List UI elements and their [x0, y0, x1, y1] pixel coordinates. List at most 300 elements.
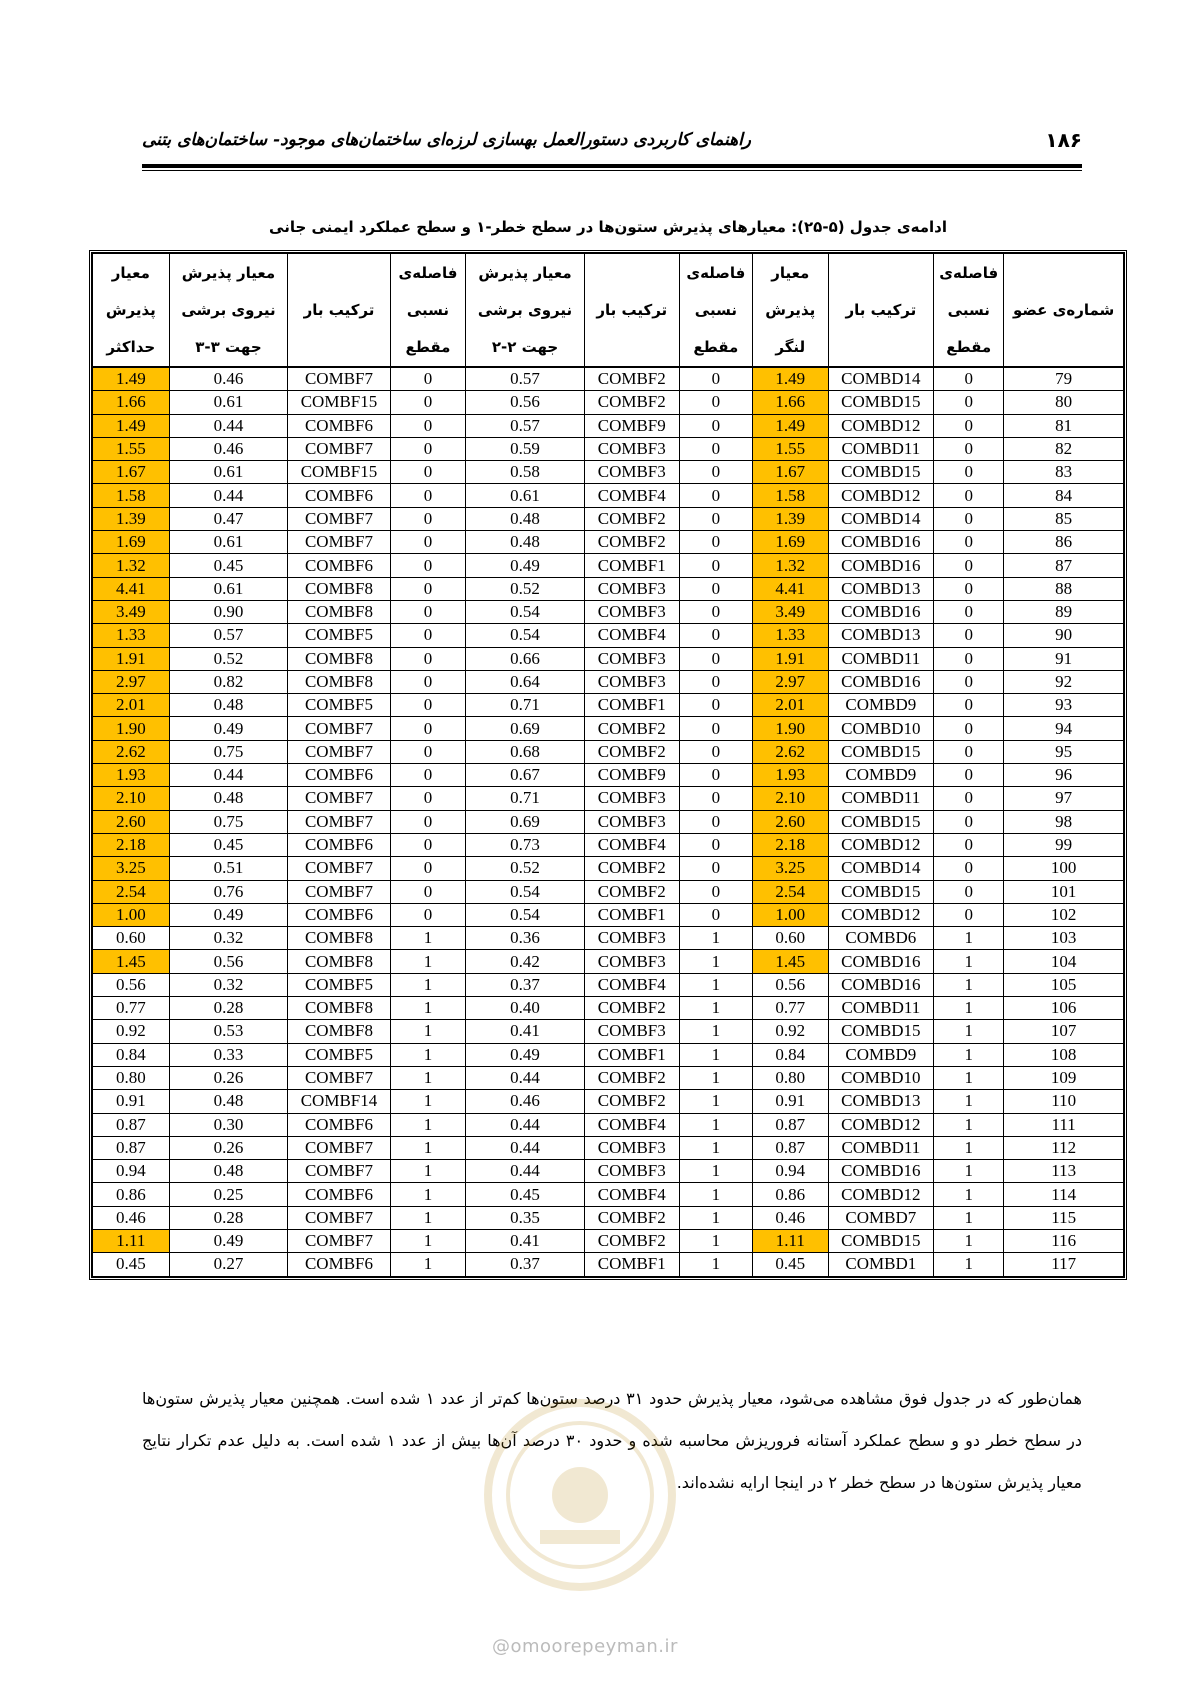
table-cell: 105 [1004, 973, 1124, 996]
table-cell: COMBD14 [828, 507, 934, 530]
table-row [93, 1253, 1124, 1276]
table-cell: 0 [390, 647, 465, 670]
table-cell: 1 [934, 1090, 1004, 1113]
table-cell: 0.45 [169, 554, 288, 577]
table-cell: 0 [934, 367, 1004, 391]
table-cell: 0 [934, 880, 1004, 903]
table-cell: COMBF7 [288, 1136, 390, 1159]
table-cell: COMBF3 [584, 461, 679, 484]
table-cell: 2.10 [753, 787, 828, 810]
table-cell: 1 [390, 1043, 465, 1066]
table-cell: 79 [1004, 367, 1124, 391]
table-cell: COMBD9 [828, 694, 934, 717]
table-cell: COMBF6 [288, 414, 390, 437]
table-cell: 0.61 [169, 531, 288, 554]
table-cell: 2.97 [93, 670, 170, 693]
table-cell: COMBF5 [288, 624, 390, 647]
table-cell: COMBD13 [828, 1090, 934, 1113]
table-cell: 1 [679, 1066, 752, 1089]
table-cell: COMBF2 [584, 367, 679, 391]
table-cell: 1.90 [753, 717, 828, 740]
table-cell: COMBF6 [288, 1253, 390, 1276]
table-cell: 2.01 [93, 694, 170, 717]
table-cell: COMBD10 [828, 717, 934, 740]
table-cell: COMBF1 [584, 1253, 679, 1276]
table-cell: 4.41 [753, 577, 828, 600]
table-cell: 1 [934, 1043, 1004, 1066]
table-cell: COMBF8 [288, 670, 390, 693]
table-cell: 90 [1004, 624, 1124, 647]
table-cell: 102 [1004, 903, 1124, 926]
table-cell: COMBD7 [828, 1206, 934, 1229]
table-row [93, 740, 1124, 763]
table-cell: 1.55 [753, 437, 828, 460]
table-cell: 0 [390, 717, 465, 740]
table-cell: 0 [934, 670, 1004, 693]
table-cell: COMBF14 [288, 1090, 390, 1113]
table-cell: 1 [934, 973, 1004, 996]
table-body [93, 367, 1124, 1276]
table-cell: 1.67 [93, 461, 170, 484]
table-cell: COMBD15 [828, 1229, 934, 1252]
table-row [93, 1136, 1124, 1159]
table-cell: COMBF8 [288, 927, 390, 950]
table-cell: 0 [934, 717, 1004, 740]
table-cell: COMBD15 [828, 391, 934, 414]
table-cell: 0 [934, 554, 1004, 577]
table-row [93, 647, 1124, 670]
table-row [93, 694, 1124, 717]
table-cell: 2.10 [93, 787, 170, 810]
table-cell: 1 [934, 1206, 1004, 1229]
table-cell: 0.56 [169, 950, 288, 973]
table-cell: 1 [390, 1183, 465, 1206]
table-cell: 1 [679, 1113, 752, 1136]
table-cell: 1 [679, 1020, 752, 1043]
table-cell: COMBF2 [584, 717, 679, 740]
table-cell: 98 [1004, 810, 1124, 833]
table-cell: 0.48 [169, 787, 288, 810]
table-cell: 1.33 [753, 624, 828, 647]
table-cell: COMBF8 [288, 647, 390, 670]
table-cell: 0.44 [466, 1136, 585, 1159]
table-cell: 0.49 [169, 1229, 288, 1252]
table-cell: 0 [679, 531, 752, 554]
table-cell: COMBF2 [584, 531, 679, 554]
table-cell: COMBF3 [584, 647, 679, 670]
table-cell: 93 [1004, 694, 1124, 717]
table-cell: COMBF6 [288, 833, 390, 856]
table-cell: 114 [1004, 1183, 1124, 1206]
table-cell: COMBD16 [828, 950, 934, 973]
table-cell: 2.54 [93, 880, 170, 903]
table-cell: COMBF3 [584, 927, 679, 950]
table-cell: 1.49 [753, 414, 828, 437]
table-cell: 0 [390, 764, 465, 787]
table-cell: 0 [934, 833, 1004, 856]
table-cell: 84 [1004, 484, 1124, 507]
table-row [93, 950, 1124, 973]
table-cell: 1.93 [753, 764, 828, 787]
table-cell: 1.32 [753, 554, 828, 577]
table-cell: 83 [1004, 461, 1124, 484]
table-cell: 0.52 [466, 857, 585, 880]
table-cell: 0 [679, 647, 752, 670]
table-caption: ادامه‌ی جدول (۵-۲۵): معیارهای پذیرش ستون‌ها در سطح خطر-۱ و سطح عملکرد ایمنی جانی [269, 218, 947, 236]
table-cell: 1.66 [93, 391, 170, 414]
table-cell: 0.46 [169, 367, 288, 391]
table-cell: 0.45 [169, 833, 288, 856]
table-cell: 0.61 [169, 391, 288, 414]
table-cell: 0 [679, 857, 752, 880]
table-cell: 117 [1004, 1253, 1124, 1276]
table-cell: COMBF7 [288, 437, 390, 460]
table-cell: 0.25 [169, 1183, 288, 1206]
table-cell: 3.49 [93, 600, 170, 623]
table-cell: 0.32 [169, 973, 288, 996]
table-cell: 0.53 [169, 1020, 288, 1043]
table-cell: 0 [934, 740, 1004, 763]
table-cell: 0.56 [93, 973, 170, 996]
table-cell: COMBD10 [828, 1066, 934, 1089]
table-cell: 0 [390, 624, 465, 647]
table-cell: 0 [934, 391, 1004, 414]
table-cell: 88 [1004, 577, 1124, 600]
table-cell: 2.18 [93, 833, 170, 856]
table-row [93, 1206, 1124, 1229]
table-cell: 0.41 [466, 1020, 585, 1043]
table-cell: 2.62 [753, 740, 828, 763]
table-cell: 0 [934, 531, 1004, 554]
table-cell: COMBD12 [828, 414, 934, 437]
table-cell: 0.91 [93, 1090, 170, 1113]
table-cell: 0.90 [169, 600, 288, 623]
table-cell: 1 [390, 973, 465, 996]
table-cell: 0.42 [466, 950, 585, 973]
table-cell: COMBF4 [584, 624, 679, 647]
table-cell: 1 [934, 1066, 1004, 1089]
table-cell: 0.84 [753, 1043, 828, 1066]
table-cell: 0.48 [466, 507, 585, 530]
table-cell: 0.51 [169, 857, 288, 880]
table-cell: COMBD13 [828, 624, 934, 647]
header-rule [142, 164, 1082, 168]
table-cell: 0.77 [753, 997, 828, 1020]
table-cell: 0.57 [169, 624, 288, 647]
table-cell: 0.94 [753, 1160, 828, 1183]
table-cell: 1.67 [753, 461, 828, 484]
table-cell: 0 [679, 414, 752, 437]
table-cell: 95 [1004, 740, 1124, 763]
table-cell: 0.61 [169, 461, 288, 484]
table-cell: 0 [934, 507, 1004, 530]
table-cell: COMBD15 [828, 461, 934, 484]
table-cell: COMBF8 [288, 600, 390, 623]
table-cell: 1 [934, 1020, 1004, 1043]
table-cell: COMBF1 [584, 694, 679, 717]
table-cell: 0.26 [169, 1136, 288, 1159]
table-cell: COMBD9 [828, 1043, 934, 1066]
table-cell: COMBF4 [584, 484, 679, 507]
table-cell: 0.28 [169, 997, 288, 1020]
table-cell: 0 [934, 764, 1004, 787]
table-row [93, 787, 1124, 810]
table-row [93, 391, 1124, 414]
table-cell: COMBF2 [584, 507, 679, 530]
table-cell: COMBF8 [288, 1020, 390, 1043]
table-cell: 110 [1004, 1090, 1124, 1113]
table-cell: 0 [390, 484, 465, 507]
table-cell: 0.71 [466, 694, 585, 717]
table-cell: COMBF5 [288, 973, 390, 996]
table-cell: COMBD11 [828, 647, 934, 670]
table-cell: 0.46 [753, 1206, 828, 1229]
table-cell: COMBF2 [584, 391, 679, 414]
table-cell: 92 [1004, 670, 1124, 693]
table-cell: COMBF6 [288, 903, 390, 926]
table-cell: 0.60 [93, 927, 170, 950]
table-cell: 1.00 [93, 903, 170, 926]
table-cell: 1.49 [93, 414, 170, 437]
table-cell: 1 [679, 1183, 752, 1206]
table-cell: COMBF9 [584, 414, 679, 437]
table-row [93, 670, 1124, 693]
table-cell: COMBF8 [288, 577, 390, 600]
table-cell: COMBD16 [828, 554, 934, 577]
table-cell: 1.91 [93, 647, 170, 670]
table-cell: 0.66 [466, 647, 585, 670]
table-cell: 0 [390, 437, 465, 460]
table-cell: 116 [1004, 1229, 1124, 1252]
table-cell: 0 [679, 694, 752, 717]
table-cell: COMBD16 [828, 531, 934, 554]
table-cell: 1 [390, 950, 465, 973]
table-cell: COMBF7 [288, 880, 390, 903]
table-cell: 0.46 [466, 1090, 585, 1113]
table-cell: COMBF2 [584, 1066, 679, 1089]
table-cell: COMBF7 [288, 531, 390, 554]
table-cell: 0.69 [466, 717, 585, 740]
table-cell: 0 [679, 880, 752, 903]
table-cell: 89 [1004, 600, 1124, 623]
table-cell: COMBF7 [288, 787, 390, 810]
table-cell: 1 [679, 1229, 752, 1252]
table-cell: 106 [1004, 997, 1124, 1020]
table-cell: 115 [1004, 1206, 1124, 1229]
table-cell: 1.93 [93, 764, 170, 787]
table-cell: 4.41 [93, 577, 170, 600]
table-cell: 1 [679, 997, 752, 1020]
table-cell: COMBD15 [828, 740, 934, 763]
table-cell: 1 [679, 950, 752, 973]
table-cell: 0.49 [169, 903, 288, 926]
table-cell: 0.41 [466, 1229, 585, 1252]
table-cell: COMBD11 [828, 997, 934, 1020]
table-cell: 1.39 [93, 507, 170, 530]
table-cell: COMBD9 [828, 764, 934, 787]
table-cell: 0 [934, 414, 1004, 437]
table-cell: 1.00 [753, 903, 828, 926]
table-cell: 0.91 [753, 1090, 828, 1113]
table-cell: 0 [679, 391, 752, 414]
column-header: معیار پذیرش حداکثر [93, 254, 170, 368]
table-cell: 1.49 [93, 367, 170, 391]
table-cell: COMBF4 [584, 1183, 679, 1206]
table-cell: COMBD13 [828, 577, 934, 600]
table-cell: 0.48 [466, 531, 585, 554]
table-cell: 0 [679, 600, 752, 623]
table-cell: 99 [1004, 833, 1124, 856]
table-cell: 0.52 [169, 647, 288, 670]
table-cell: 0 [390, 461, 465, 484]
table-cell: 81 [1004, 414, 1124, 437]
table-cell: COMBF2 [584, 880, 679, 903]
table-cell: 0 [679, 833, 752, 856]
table-cell: 0.28 [169, 1206, 288, 1229]
table-row [93, 484, 1124, 507]
table-row [93, 554, 1124, 577]
table-row [93, 810, 1124, 833]
table-cell: 1 [390, 1113, 465, 1136]
table-row [93, 927, 1124, 950]
table-row [93, 1090, 1124, 1113]
table-cell: 94 [1004, 717, 1124, 740]
table-cell: 1 [934, 1229, 1004, 1252]
table-cell: 0 [934, 624, 1004, 647]
seal-logo-icon [480, 1395, 680, 1595]
table-cell: 0.80 [753, 1066, 828, 1089]
column-header: معیار پذیرش لنگر [753, 254, 828, 368]
table-cell: 1 [679, 927, 752, 950]
table-cell: 1 [390, 1253, 465, 1276]
table-cell: 0.37 [466, 1253, 585, 1276]
table-cell: 0.46 [93, 1206, 170, 1229]
table-cell: COMBF7 [288, 367, 390, 391]
table-cell: 0 [679, 554, 752, 577]
page-number: ۱۸۶ [1045, 128, 1082, 152]
table-cell: 1.66 [753, 391, 828, 414]
table-cell: 0.54 [466, 880, 585, 903]
table-cell: 0.54 [466, 903, 585, 926]
column-header: شماره‌ی عضو [1004, 254, 1124, 368]
table-cell: 0.48 [169, 694, 288, 717]
table-row [93, 903, 1124, 926]
table-row [93, 717, 1124, 740]
table-cell: 1 [934, 950, 1004, 973]
table-row [93, 1020, 1124, 1043]
column-header: ترکیب بار [288, 254, 390, 368]
table-cell: 87 [1004, 554, 1124, 577]
table-row [93, 600, 1124, 623]
table-cell: 0 [934, 787, 1004, 810]
table-cell: 1 [934, 1136, 1004, 1159]
table-cell: 0.92 [93, 1020, 170, 1043]
table-cell: 0.52 [466, 577, 585, 600]
table-cell: COMBF9 [584, 764, 679, 787]
table-cell: 1 [390, 1020, 465, 1043]
table-cell: 0 [679, 484, 752, 507]
table-cell: COMBF1 [584, 903, 679, 926]
table-cell: 3.49 [753, 600, 828, 623]
table-cell: 0 [390, 600, 465, 623]
table-cell: COMBD16 [828, 600, 934, 623]
table-cell: 0.49 [466, 554, 585, 577]
table-cell: 0 [679, 507, 752, 530]
table-cell: 0 [390, 694, 465, 717]
table-cell: COMBF7 [288, 717, 390, 740]
table-cell: 0.33 [169, 1043, 288, 1066]
table-cell: 1 [390, 927, 465, 950]
table-cell: 3.25 [93, 857, 170, 880]
table-cell: COMBF4 [584, 833, 679, 856]
table-cell: COMBD11 [828, 437, 934, 460]
table-cell: 1 [934, 1113, 1004, 1136]
table-cell: 0.76 [169, 880, 288, 903]
table-cell: COMBF3 [584, 1136, 679, 1159]
table-cell: COMBF1 [584, 1043, 679, 1066]
column-header: ترکیب بار [584, 254, 679, 368]
table-cell: COMBF8 [288, 950, 390, 973]
table-row [93, 1160, 1124, 1183]
table-cell: 0.45 [466, 1183, 585, 1206]
table-cell: 0.44 [466, 1113, 585, 1136]
table-row [93, 1229, 1124, 1252]
table-cell: 1.39 [753, 507, 828, 530]
table-cell: COMBF6 [288, 554, 390, 577]
table-cell: COMBD15 [828, 1020, 934, 1043]
table-cell: 0 [390, 391, 465, 414]
table-cell: COMBD12 [828, 484, 934, 507]
table-cell: 82 [1004, 437, 1124, 460]
table-cell: 0.94 [93, 1160, 170, 1183]
table-cell: 0.73 [466, 833, 585, 856]
table-cell: 0.77 [93, 997, 170, 1020]
table-row [93, 414, 1124, 437]
table-cell: 0 [390, 414, 465, 437]
table-row [93, 531, 1124, 554]
table-cell: 0 [934, 647, 1004, 670]
table-cell: 103 [1004, 927, 1124, 950]
table-cell: 0.64 [466, 670, 585, 693]
table-cell: COMBF6 [288, 484, 390, 507]
table-cell: 111 [1004, 1113, 1124, 1136]
table-cell: COMBD16 [828, 973, 934, 996]
table-row [93, 1043, 1124, 1066]
table-cell: 0.44 [466, 1160, 585, 1183]
table-cell: 2.60 [93, 810, 170, 833]
table-cell: 0.40 [466, 997, 585, 1020]
acceptance-table [89, 250, 1127, 1280]
table-cell: 80 [1004, 391, 1124, 414]
table-cell: 0.87 [753, 1136, 828, 1159]
table-cell: 2.97 [753, 670, 828, 693]
table-cell: 0.35 [466, 1206, 585, 1229]
table-cell: 0.68 [466, 740, 585, 763]
table-cell: 1 [390, 1206, 465, 1229]
table-row [93, 857, 1124, 880]
table-cell: COMBF7 [288, 740, 390, 763]
table-cell: COMBF3 [584, 787, 679, 810]
table-cell: 0 [390, 531, 465, 554]
table-cell: 0 [390, 670, 465, 693]
table-cell: 0.60 [753, 927, 828, 950]
table-cell: 1 [679, 1253, 752, 1276]
table-cell: 1 [934, 1183, 1004, 1206]
table-cell: COMBD14 [828, 367, 934, 391]
table-cell: 0 [934, 857, 1004, 880]
table-row [93, 367, 1124, 391]
table-row [93, 461, 1124, 484]
